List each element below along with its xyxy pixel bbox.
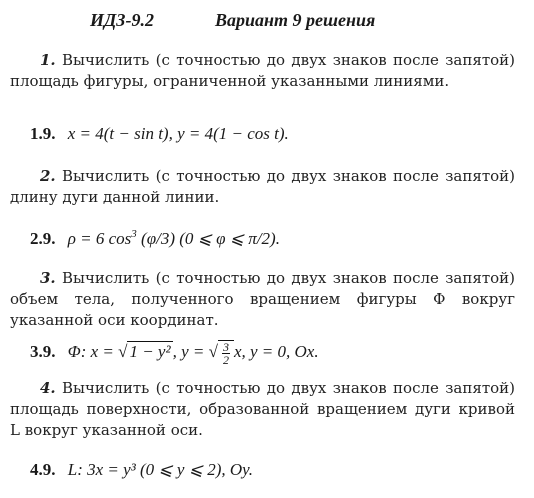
- task-text: Вычислить (с точностью до двух знаков после запятой) площадь фигуры, ограниченной указанными линиями.: [10, 51, 515, 90]
- formula-label: 4.9.: [30, 460, 56, 479]
- formula-label: 1.9.: [30, 124, 56, 143]
- task-text: Вычислить (с точностью до двух знаков после запятой) длину дуги данной линии.: [10, 167, 515, 206]
- task-2-statement: [10, 166, 515, 208]
- task-2-formula: [30, 228, 520, 249]
- assignment-code: ИДЗ-9.2: [90, 10, 154, 30]
- task-text: Вычислить (с точностью до двух знаков после запятой) объем тела, полученного вращением фигуры Φ вокруг указанной оси координат.: [10, 269, 515, 329]
- formula-label: 2.9.: [30, 229, 56, 248]
- formula-expression: ρ = 6 $\cos^3 (\varphi/3)$ (0 ⩽ φ ⩽ π/2).: [67, 228, 280, 248]
- task-number: 3.: [40, 269, 56, 287]
- formula-expression: L: 3x = y³ (0 ⩽ y ⩽ 2), Oy.: [67, 460, 254, 479]
- formula-label: 3.9.: [30, 342, 56, 362]
- formula-expression: x = 4(t − sin t), y = 4(1 − cos t).: [67, 124, 289, 143]
- formula-expression: Φ: x = √ 1 − y² , y = √ $\frac{3}{2}$ x, y = 0, Ox.: [67, 340, 319, 367]
- task-1-formula: [30, 124, 520, 144]
- task-1-statement: [10, 50, 515, 92]
- document-header: [0, 10, 534, 34]
- task-4-formula: [30, 460, 520, 480]
- variant-title: Вариант 9 решения: [215, 10, 376, 30]
- task-text: Вычислить (с точностью до двух знаков после запятой) площадь поверхности, образованной вращением дуги кривой L вокруг указанной оси.: [10, 379, 515, 439]
- task-number: 2.: [40, 167, 56, 185]
- task-4-statement: [10, 378, 515, 441]
- task-3-formula: [30, 340, 520, 366]
- task-3-statement: [10, 268, 515, 331]
- task-number: 1.: [40, 51, 56, 69]
- task-number: 4.: [40, 379, 56, 397]
